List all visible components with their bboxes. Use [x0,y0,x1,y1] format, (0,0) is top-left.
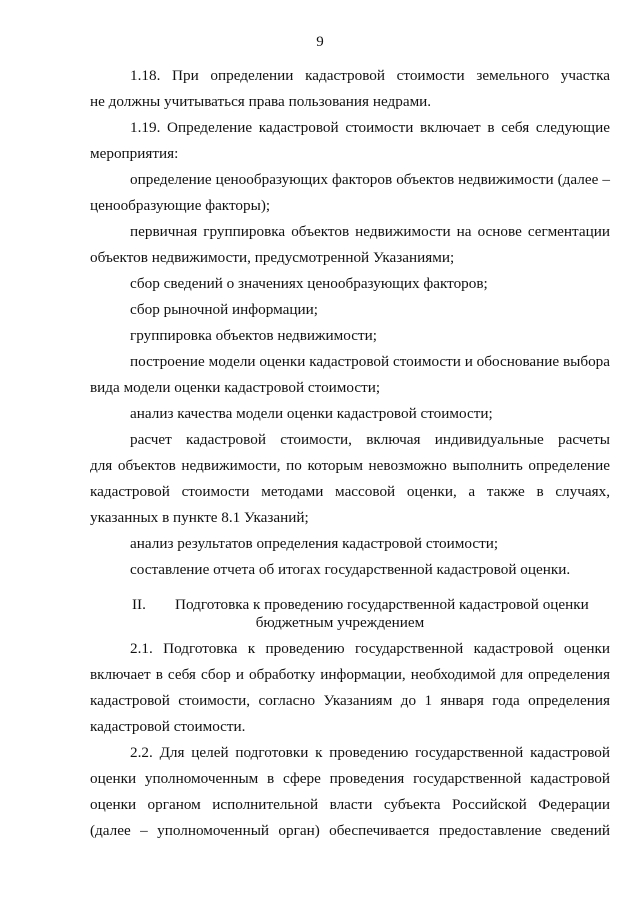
text-line: кадастровой стоимости методами массовой оценки, а также в случаях, [90,483,610,500]
text-line: для объектов недвижимости, по которым невозможно выполнить определение [90,457,610,474]
text-line: сбор сведений о значениях ценообразующих факторов; [130,275,488,292]
text-line: группировка объектов недвижимости; [130,327,377,344]
text-line: кадастровой стоимости, согласно Указаниям до 1 января года определения [90,692,610,709]
text-line: (далее – уполномоченный орган) обеспечивается предоставление сведений [90,822,610,839]
text-line: первичная группировка объектов недвижимости на основе сегментации [130,223,610,240]
text-line: объектов недвижимости, предусмотренной Указаниями; [90,249,455,266]
section-number: II. [132,596,146,613]
text-line: ценообразующие факторы); [90,197,271,214]
text-line: построение модели оценки кадастровой стоимости и обоснование выбора [130,353,610,370]
text-line: составление отчета об итогах государственной кадастровой оценки. [130,561,571,578]
text-line: 2.2. Для целей подготовки к проведению государственной кадастровой [130,744,610,761]
text-line: анализ качества модели оценки кадастровой стоимости; [130,405,493,422]
text-line: анализ результатов определения кадастровой стоимости; [130,535,499,552]
page-number: 9 [316,34,324,50]
text-line: расчет кадастровой стоимости, включая индивидуальные расчеты [130,431,610,448]
text-line: мероприятия: [90,145,179,162]
text-line: сбор рыночной информации; [130,301,318,318]
text-line: оценки уполномоченным в сфере проведения государственной кадастровой [90,770,610,787]
text-line: кадастровой стоимости. [90,718,246,735]
text-line: оценки органом исполнительной власти субъекта Российской Федерации [90,796,610,813]
text-line: вида модели оценки кадастровой стоимости; [90,379,381,396]
text-line: 1.19. Определение кадастровой стоимости включает в себя следующие [130,119,610,136]
text-line: не должны учитываться права пользования недрами. [90,93,432,110]
text-line: указанных в пункте 8.1 Указаний; [90,509,309,526]
section-title-line-2: бюджетным учреждением [255,614,425,631]
text-line: 2.1. Подготовка к проведению государственной кадастровой оценки [130,640,610,657]
text-line: 1.18. При определении кадастровой стоимости земельного участка [130,67,610,84]
section-title-line-1: Подготовка к проведению государственной кадастровой оценки [175,596,589,613]
text-line: определение ценообразующих факторов объектов недвижимости (далее – [130,171,610,188]
text-line: включает в себя сбор и обработку информации, необходимой для определения [90,666,610,683]
